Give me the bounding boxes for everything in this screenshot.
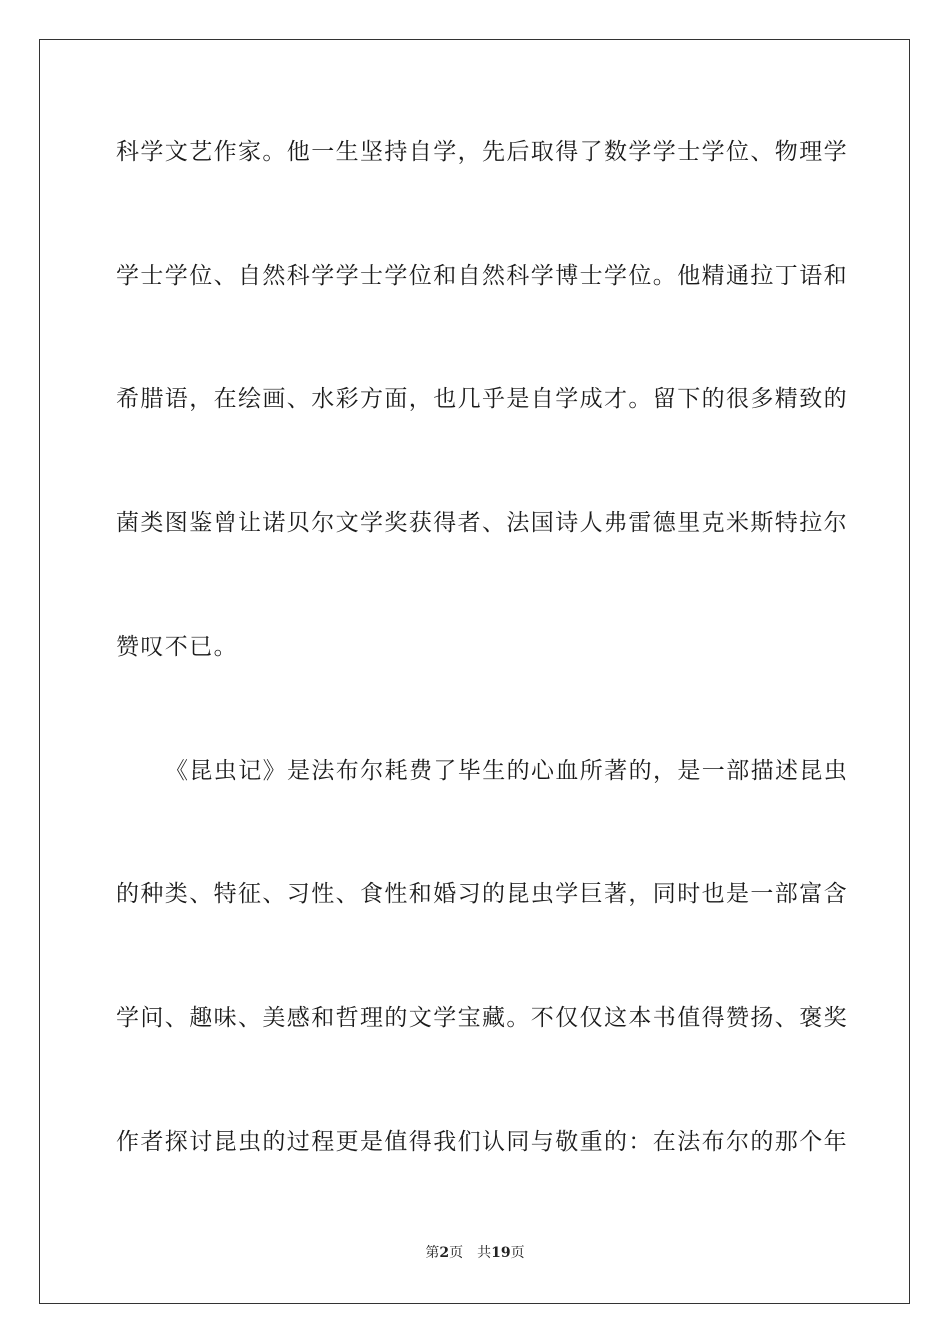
- paragraph-line: 作者探讨昆虫的过程更是值得我们认同与敬重的：在法布尔的那个年: [116, 1129, 848, 1155]
- paragraph-line: 科学文艺作家。他一生坚持自学，先后取得了数学学士学位、物理学: [116, 139, 848, 165]
- total-label-suffix: 页: [510, 1245, 525, 1261]
- paragraph-line: 学士学位、自然科学学士学位和自然科学博士学位。他精通拉丁语和: [116, 263, 848, 289]
- page-footer: [0, 1244, 950, 1262]
- total-pages: 19: [491, 1245, 511, 1261]
- paragraph-line: 希腊语，在绘画、水彩方面，也几乎是自学成才。留下的很多精致的: [116, 386, 848, 412]
- paragraph-line: 的种类、特征、习性、食性和婚习的昆虫学巨著，同时也是一部富含: [116, 881, 848, 907]
- paragraph-line: 学问、趣味、美感和哲理的文学宝藏。不仅仅这本书值得赞扬、褒奖: [116, 1005, 848, 1031]
- page-number: 2: [439, 1245, 450, 1261]
- paragraph-line: 菌类图鉴曾让诺贝尔文学奖获得者、法国诗人弗雷德里克米斯特拉尔: [116, 510, 848, 536]
- paragraph-line: 《昆虫记》是法布尔耗费了毕生的心血所著的，是一部描述昆虫: [165, 758, 849, 784]
- paragraph-line: 赞叹不已。: [116, 634, 238, 660]
- page-label-suffix: 页: [449, 1245, 464, 1261]
- page-border: [39, 39, 910, 1304]
- total-label-prefix: 共: [477, 1245, 492, 1261]
- page-label-prefix: 第: [425, 1245, 440, 1261]
